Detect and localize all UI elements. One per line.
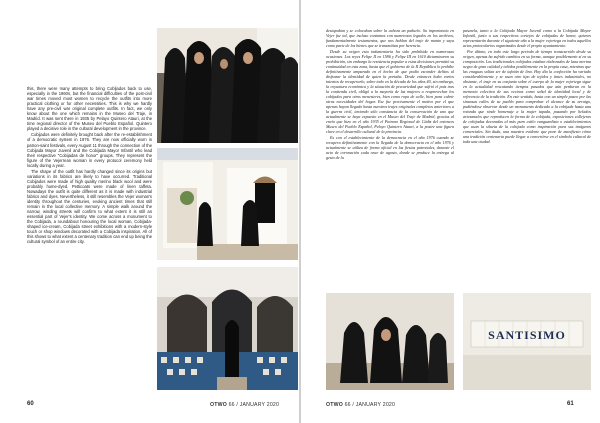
photo-arched-interior (157, 267, 298, 390)
footer-issue: 66 / JANUARY 2020 (344, 402, 396, 408)
spanish-text-column-1 (326, 28, 454, 161)
photo-cobijada-figures (326, 293, 454, 390)
spanish-paragraph: Por último, en todo este largo periodo de tiempo transcurrido desde su origen, apenas ha sufrido cambios en su forma, aunque posiblemente sí en su composición. Los tradicionales cobijados estaban elaborados de lana merina negra de gran calidad y teñidos posiblemente en la propia casa, mientras que las enaguas solían ser de tafetán de lino. Hoy día la confección ha variado considerablemente y se usan otro tipo de tejidos y tintes industriales, no obstante, el traje en su conjunto sobre el cuerpo de la mujer vejeriega sigue en la actualidad rescatando tiempos pasados que aún perduran en la memoria colectiva de sus vecinos como señal de identidad local y de referencia de la tradición. En este sentido, basta con un simple paseo por las sinuosas calles de su pueblo para comprobar el alcance de su arraigo, pudiéndose observar desde un monumento dedicado a la cobijada hasta una rotonda que rinde homenaje a la mujer tapada, pasando por helados artesanales que reproducen la forma de la cobijada, exposiciones callejeras de cobijadas decoradas al más puro estilo vanguardista o establecimientos que usan la silueta de la cobijada como inspiración para sus imágenes comerciales. Sin duda, una muestra evidente que pone de manifiesto cómo una tradición centenaria puede llegar a convertirse en el símbolo cultural de toda una ciudad. (463, 49, 591, 144)
english-paragraph: The shape of the outfit has hardly changed since its origins but variations in its fabrics are likely to have occurred. Traditional Cobijados were made of high quality merino black wool and were probably home-dyed. Petticoats were made of linen taffeta. Nowadays the outfit is quite different as it is made with industrial fabrics and dyes. Nevertheless, it still resembles the Vejer woman's identity throughout the centuries, evoking ancient times that still remain in the local collective memory. A simple walk around the narrow, winding streets will confirm to what extent it is still an essential part of Vejer's identity. We come across a monument to the Cobijada, a roundabout honouring the local woman, Cobijada-shaped ice-cream, Cobijada street exhibitions with a modern-style touch or shop windows decorated with a Cobijada inspiration. All of this shows to what extent a centenary tradition can end up being the cultural symbol of an entire city. (27, 168, 152, 245)
right-page (301, 0, 600, 423)
english-paragraph: Cobijados were definitely brought back after the re-establishment of a democratic system in 1976. They are now officially worn in patron-saint festivals, every August 11 through the connection of the Cobijada Mayor Juvenil and the Cobijada Mayor Infantil who lead their respective "Cobijadas de honor" groups. They represent the figure of the Vejerrean woman in every protocol ceremony held locally during a year. (27, 132, 152, 168)
left-page (0, 0, 299, 423)
spanish-paragraph: Desde su origen esta indumentaria ha sido prohibida en numerosas ocasiones. Los reyes Felipe II en 1586 y Felipe III en 1610 dictaminaron su prohibición, sin embargo la resistencia popular a estas decisiones permitió su continuidad en esta zona, hasta que el gobierno de la II República lo prohíbe definitivamente amparado en el hecho de que podía esconder delitos al disfrazar la identidad de quien la portaba. Desde entonces hubo varios intentos de recuperarlo, sobre todo en la década de los años 40, sin embargo, la coyuntura económica y la situación de precariedad que sufrió el país tras la contienda civil, obligó a la mayoría de las mujeres a reaprovechar los cobijados para otros menesteres, bien como ropa de calle, bien para cubrir otras necesidades del hogar. Ese fue precisamente el motivo por el que apenas hayan llegado hasta nuestros trajes originales completos anteriores a la guerra civil, teniendo sólo constancia de la conservación de uno que actualmente se haya expuesto en el Museo del Traje de Madrid, gracias al envío que hizo en el año 1935 el Patrono Regional de Cádiz del entonces Museo del Pueblo Español, Pelayo Quintero Atauri, a la postre una figura clave en el desarrollo cultural de la provincia. (326, 49, 454, 134)
photo-cobijadas-group (157, 28, 298, 143)
footer-magazine: OTWO (326, 402, 343, 408)
footer-issue: 66 / JANUARY 2020 (228, 402, 280, 408)
page-number-left: 60 (27, 401, 34, 407)
tile-sign-text: SANTISIMO (488, 328, 566, 342)
english-text-column (27, 86, 152, 245)
page-number-right: 61 (567, 401, 574, 407)
photo-white-street (157, 148, 298, 260)
spanish-paragraph: pasarela, tanto a la Cobijada Mayor Juvenil como a la Cobijada Mayor Infantil, junto a sus respectivos cortejos de cobijadas de honor, quienes representarán durante el siguiente año a la mujer vejeriega en todos aquellos actos protocolarios organizados desde el propio ayuntamiento. (463, 28, 591, 48)
footer-issue-right (326, 402, 395, 408)
spanish-paragraph: destapaban y se colocaban sobre la cabeza un pañuelo. Su importancia en Vejer fue tal, que incluso contamos con numerosos legados en los archivos, fundamentalmente testamentos, que nos hablan del traje de manto y saya como parte de los bienes que se transmitían por herencia. (326, 28, 454, 48)
photo-tile-sign (463, 293, 591, 390)
spanish-paragraph: Es con el establecimiento de la democracia en el año 1976 cuando se recupera definitivamente con la llegada de la democracia en el año 1976 y actualmente se utiliza de forma oficial en las fiestas patronales, durante el acto de coronación cada once de agosto, donde se produce la entrega al gesto de la (326, 135, 454, 160)
footer-magazine: OTWO (210, 402, 227, 408)
footer-issue-left (210, 402, 279, 408)
spanish-text-column-2 (463, 28, 591, 145)
english-paragraph: this, there were many attempts to bring Cobljados back to use, especially in the 1960s, but the financial difficulties of the post-civil war times moved most women to recycle the outfits into more practical clothing or for other necessities. This is why we hardly have any pre-civil war original complete outfits. In fact, we only know about the one which remains in the Museo del Traje, in Madrid. It was sent there in 1935 by Pelayo Quintero Atauri, at the time regional director of the Museo del Pueblo Español. Quintero played a decisive role in the cultural development in the province. (27, 86, 152, 132)
